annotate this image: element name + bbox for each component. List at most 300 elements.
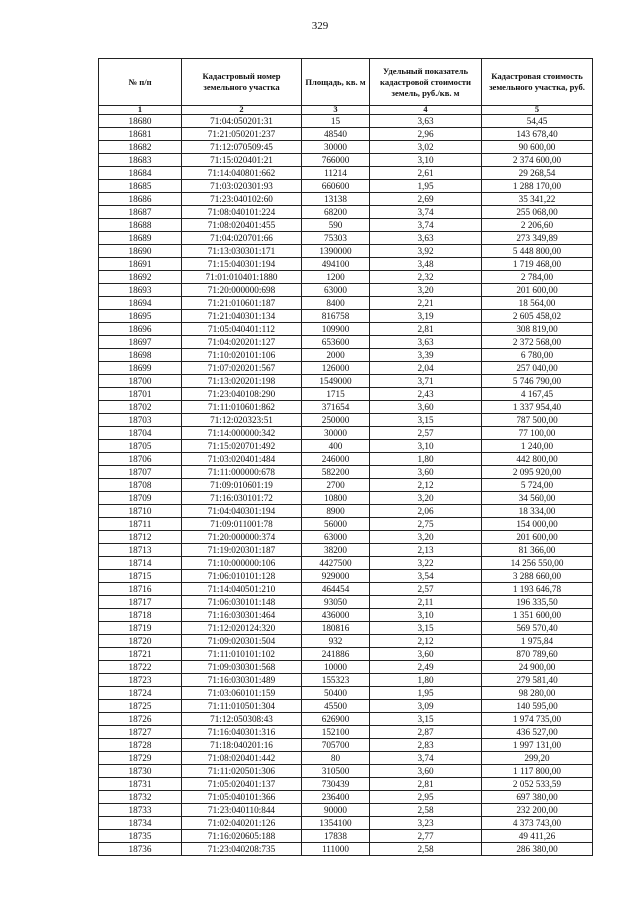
cadastral-number-cell: 71:08:020401:455 — [182, 219, 302, 232]
specific-value-cell: 3,71 — [370, 375, 482, 388]
header-cadastral-number: Кадастровый номер земельного участка — [182, 59, 302, 106]
cadastral-number-cell: 71:03:060101:159 — [182, 687, 302, 700]
cadastral-number-cell: 71:04:040301:194 — [182, 505, 302, 518]
cadastral-number-cell: 71:07:020201:567 — [182, 362, 302, 375]
cadastral-value-cell: 273 349,89 — [482, 232, 593, 245]
cadastral-value-cell: 299,20 — [482, 752, 593, 765]
row-number-cell: 18685 — [99, 180, 182, 193]
table-body — [99, 115, 593, 856]
table-row — [99, 557, 593, 570]
specific-value-cell: 2,06 — [370, 505, 482, 518]
table-row — [99, 336, 593, 349]
row-number-cell: 18680 — [99, 115, 182, 128]
specific-value-cell: 2,43 — [370, 388, 482, 401]
cadastral-number-cell: 71:23:040110:844 — [182, 804, 302, 817]
table-row — [99, 466, 593, 479]
specific-value-cell: 3,02 — [370, 141, 482, 154]
specific-value-cell: 3,19 — [370, 310, 482, 323]
table-row — [99, 609, 593, 622]
area-cell: 93050 — [302, 596, 370, 609]
table-row — [99, 154, 593, 167]
area-cell: 929000 — [302, 570, 370, 583]
cadastral-number-cell: 71:11:010101:102 — [182, 648, 302, 661]
table-row — [99, 752, 593, 765]
cadastral-value-cell: 286 380,00 — [482, 843, 593, 856]
row-number-cell: 18736 — [99, 843, 182, 856]
cadastral-number-cell: 71:15:020401:21 — [182, 154, 302, 167]
cadastral-value-cell: 442 800,00 — [482, 453, 593, 466]
row-number-cell: 18722 — [99, 661, 182, 674]
area-cell: 155323 — [302, 674, 370, 687]
cadastral-number-cell: 71:15:040301:194 — [182, 258, 302, 271]
table-row — [99, 440, 593, 453]
row-number-cell: 18712 — [99, 531, 182, 544]
row-number-cell: 18713 — [99, 544, 182, 557]
specific-value-cell: 3,15 — [370, 414, 482, 427]
table-row — [99, 362, 593, 375]
cadastral-value-cell: 90 600,00 — [482, 141, 593, 154]
specific-value-cell: 2,95 — [370, 791, 482, 804]
area-cell: 63000 — [302, 284, 370, 297]
cadastral-value-cell: 232 200,00 — [482, 804, 593, 817]
row-number-cell: 18715 — [99, 570, 182, 583]
row-number-cell: 18693 — [99, 284, 182, 297]
cadastral-number-cell: 71:11:010601:862 — [182, 401, 302, 414]
cadastral-value-cell: 5 724,00 — [482, 479, 593, 492]
area-cell: 582200 — [302, 466, 370, 479]
header-cadastral-value: Кадастровая стоимость земельного участка, руб. — [482, 59, 593, 106]
area-cell: 464454 — [302, 583, 370, 596]
area-cell: 111000 — [302, 843, 370, 856]
table-row — [99, 349, 593, 362]
area-cell: 45500 — [302, 700, 370, 713]
cadastral-number-cell: 71:20:000000:698 — [182, 284, 302, 297]
cadastral-value-cell: 143 678,40 — [482, 128, 593, 141]
area-cell: 310500 — [302, 765, 370, 778]
area-cell: 932 — [302, 635, 370, 648]
specific-value-cell: 3,15 — [370, 622, 482, 635]
row-number-cell: 18728 — [99, 739, 182, 752]
area-cell: 10000 — [302, 661, 370, 674]
specific-value-cell: 2,57 — [370, 583, 482, 596]
header-area: Площадь, кв. м — [302, 59, 370, 106]
table-row — [99, 401, 593, 414]
specific-value-cell: 3,10 — [370, 154, 482, 167]
specific-value-cell: 1,80 — [370, 674, 482, 687]
row-number-cell: 18730 — [99, 765, 182, 778]
cadastral-value-cell: 5 448 800,00 — [482, 245, 593, 258]
table-row — [99, 206, 593, 219]
cadastral-value-cell: 2 605 458,02 — [482, 310, 593, 323]
table-row — [99, 115, 593, 128]
cadastral-value-cell: 1 337 954,40 — [482, 401, 593, 414]
table-row — [99, 284, 593, 297]
area-cell: 766000 — [302, 154, 370, 167]
cadastral-number-cell: 71:04:050201:31 — [182, 115, 302, 128]
cadastral-value-cell: 4 167,45 — [482, 388, 593, 401]
cadastral-number-cell: 71:20:000000:374 — [182, 531, 302, 544]
cadastral-number-cell: 71:10:020101:106 — [182, 349, 302, 362]
table-row — [99, 258, 593, 271]
row-number-cell: 18708 — [99, 479, 182, 492]
cadastral-number-cell: 71:16:030301:489 — [182, 674, 302, 687]
cadastral-value-cell: 18 564,00 — [482, 297, 593, 310]
specific-value-cell: 2,81 — [370, 323, 482, 336]
specific-value-cell: 3,20 — [370, 492, 482, 505]
specific-value-cell: 2,61 — [370, 167, 482, 180]
row-number-cell: 18687 — [99, 206, 182, 219]
table-row — [99, 661, 593, 674]
cadastral-value-cell: 569 570,40 — [482, 622, 593, 635]
table-row — [99, 791, 593, 804]
cadastral-number-cell: 71:04:020201:127 — [182, 336, 302, 349]
row-number-cell: 18698 — [99, 349, 182, 362]
row-number-cell: 18706 — [99, 453, 182, 466]
cadastral-number-cell: 71:19:020301:187 — [182, 544, 302, 557]
cadastral-number-cell: 71:12:050308:43 — [182, 713, 302, 726]
cadastral-value-cell: 436 527,00 — [482, 726, 593, 739]
cadastral-value-cell: 2 372 568,00 — [482, 336, 593, 349]
area-cell: 241886 — [302, 648, 370, 661]
row-number-cell: 18702 — [99, 401, 182, 414]
specific-value-cell: 3,74 — [370, 206, 482, 219]
specific-value-cell: 2,21 — [370, 297, 482, 310]
area-cell: 38200 — [302, 544, 370, 557]
specific-value-cell: 2,77 — [370, 830, 482, 843]
table-row — [99, 375, 593, 388]
cadastral-number-cell: 71:11:000000:678 — [182, 466, 302, 479]
area-cell: 1549000 — [302, 375, 370, 388]
table-row — [99, 167, 593, 180]
table-row — [99, 531, 593, 544]
specific-value-cell: 2,12 — [370, 635, 482, 648]
area-cell: 17838 — [302, 830, 370, 843]
area-cell: 10800 — [302, 492, 370, 505]
table-row — [99, 453, 593, 466]
specific-value-cell: 2,96 — [370, 128, 482, 141]
table-row — [99, 583, 593, 596]
cadastral-number-cell: 71:03:020401:484 — [182, 453, 302, 466]
cadastral-number-cell: 71:16:040301:316 — [182, 726, 302, 739]
cadastral-value-cell: 77 100,00 — [482, 427, 593, 440]
cadastral-value-cell: 2 374 600,00 — [482, 154, 593, 167]
cadastral-value-cell: 2 095 920,00 — [482, 466, 593, 479]
cadastral-number-cell: 71:09:011001:78 — [182, 518, 302, 531]
specific-value-cell: 3,23 — [370, 817, 482, 830]
area-cell: 13138 — [302, 193, 370, 206]
cadastral-number-cell: 71:16:030301:464 — [182, 609, 302, 622]
row-number-cell: 18683 — [99, 154, 182, 167]
cadastral-number-cell: 71:18:040201:16 — [182, 739, 302, 752]
area-cell: 68200 — [302, 206, 370, 219]
area-cell: 2000 — [302, 349, 370, 362]
row-number-cell: 18686 — [99, 193, 182, 206]
cadastral-number-cell: 71:21:040301:134 — [182, 310, 302, 323]
specific-value-cell: 3,60 — [370, 401, 482, 414]
specific-value-cell: 2,13 — [370, 544, 482, 557]
specific-value-cell: 2,32 — [370, 271, 482, 284]
cadastral-value-cell: 4 373 743,00 — [482, 817, 593, 830]
area-cell: 1354100 — [302, 817, 370, 830]
table-row — [99, 414, 593, 427]
table-row — [99, 700, 593, 713]
table-row — [99, 804, 593, 817]
area-cell: 250000 — [302, 414, 370, 427]
cadastral-number-cell: 71:10:000000:106 — [182, 557, 302, 570]
cadastral-number-cell: 71:14:040801:662 — [182, 167, 302, 180]
table-row — [99, 388, 593, 401]
area-cell: 371654 — [302, 401, 370, 414]
cadastral-number-cell: 71:05:040101:366 — [182, 791, 302, 804]
row-number-cell: 18718 — [99, 609, 182, 622]
cadastral-value-cell: 308 819,00 — [482, 323, 593, 336]
specific-value-cell: 2,04 — [370, 362, 482, 375]
cadastral-value-cell: 5 746 790,00 — [482, 375, 593, 388]
cadastral-value-cell: 257 040,00 — [482, 362, 593, 375]
cadastral-number-cell: 71:11:020501:306 — [182, 765, 302, 778]
row-number-cell: 18691 — [99, 258, 182, 271]
table-row — [99, 479, 593, 492]
row-number-cell: 18734 — [99, 817, 182, 830]
specific-value-cell: 3,39 — [370, 349, 482, 362]
column-index: 5 — [482, 106, 593, 115]
area-cell: 15 — [302, 115, 370, 128]
row-number-cell: 18714 — [99, 557, 182, 570]
specific-value-cell: 2,87 — [370, 726, 482, 739]
table-row — [99, 219, 593, 232]
specific-value-cell: 3,20 — [370, 531, 482, 544]
table-row — [99, 739, 593, 752]
header-row — [99, 59, 593, 106]
column-index-row — [99, 106, 593, 115]
table-row — [99, 323, 593, 336]
table-row — [99, 544, 593, 557]
area-cell: 1200 — [302, 271, 370, 284]
cadastral-number-cell: 71:12:020323:51 — [182, 414, 302, 427]
area-cell: 75303 — [302, 232, 370, 245]
row-number-cell: 18692 — [99, 271, 182, 284]
cadastral-number-cell: 71:09:030301:568 — [182, 661, 302, 674]
table-row — [99, 674, 593, 687]
area-cell: 436000 — [302, 609, 370, 622]
specific-value-cell: 2,49 — [370, 661, 482, 674]
specific-value-cell: 2,58 — [370, 804, 482, 817]
cadastral-value-cell: 98 280,00 — [482, 687, 593, 700]
cadastral-value-cell: 14 256 550,00 — [482, 557, 593, 570]
area-cell: 80 — [302, 752, 370, 765]
area-cell: 653600 — [302, 336, 370, 349]
table-row — [99, 180, 593, 193]
row-number-cell: 18694 — [99, 297, 182, 310]
cadastral-number-cell: 71:04:020701:66 — [182, 232, 302, 245]
cadastral-number-cell: 71:08:040101:224 — [182, 206, 302, 219]
table-row — [99, 427, 593, 440]
specific-value-cell: 2,11 — [370, 596, 482, 609]
cadastral-number-cell: 71:16:030101:72 — [182, 492, 302, 505]
row-number-cell: 18726 — [99, 713, 182, 726]
cadastral-value-cell: 870 789,60 — [482, 648, 593, 661]
specific-value-cell: 3,92 — [370, 245, 482, 258]
cadastral-value-cell: 1 974 735,00 — [482, 713, 593, 726]
table-row — [99, 505, 593, 518]
area-cell: 11214 — [302, 167, 370, 180]
cadastral-value-cell: 787 500,00 — [482, 414, 593, 427]
specific-value-cell: 2,57 — [370, 427, 482, 440]
row-number-cell: 18720 — [99, 635, 182, 648]
row-number-cell: 18703 — [99, 414, 182, 427]
table-row — [99, 596, 593, 609]
cadastral-number-cell: 71:09:020301:504 — [182, 635, 302, 648]
table-row — [99, 271, 593, 284]
row-number-cell: 18689 — [99, 232, 182, 245]
cadastral-value-cell: 24 900,00 — [482, 661, 593, 674]
row-number-cell: 18697 — [99, 336, 182, 349]
table-row — [99, 765, 593, 778]
cadastral-number-cell: 71:23:040108:290 — [182, 388, 302, 401]
header-specific-value: Удельный показатель кадастровой стоимости земель, руб./кв. м — [370, 59, 482, 106]
row-number-cell: 18711 — [99, 518, 182, 531]
header-number: № п/п — [99, 59, 182, 106]
area-cell: 590 — [302, 219, 370, 232]
row-number-cell: 18731 — [99, 778, 182, 791]
cadastral-value-cell: 3 288 660,00 — [482, 570, 593, 583]
cadastral-number-cell: 71:21:010601:187 — [182, 297, 302, 310]
cadastral-number-cell: 71:02:040201:126 — [182, 817, 302, 830]
specific-value-cell: 1,80 — [370, 453, 482, 466]
row-number-cell: 18717 — [99, 596, 182, 609]
row-number-cell: 18735 — [99, 830, 182, 843]
cadastral-value-cell: 201 600,00 — [482, 531, 593, 544]
table-row — [99, 843, 593, 856]
area-cell: 705700 — [302, 739, 370, 752]
table-row — [99, 687, 593, 700]
cadastral-value-cell: 1 351 600,00 — [482, 609, 593, 622]
cadastral-value-cell: 29 268,54 — [482, 167, 593, 180]
row-number-cell: 18716 — [99, 583, 182, 596]
page-number: 329 — [311, 20, 329, 32]
specific-value-cell: 3,20 — [370, 284, 482, 297]
cadastral-table — [98, 58, 593, 856]
cadastral-number-cell: 71:23:040208:735 — [182, 843, 302, 856]
row-number-cell: 18729 — [99, 752, 182, 765]
row-number-cell: 18732 — [99, 791, 182, 804]
area-cell: 180816 — [302, 622, 370, 635]
specific-value-cell: 2,69 — [370, 193, 482, 206]
row-number-cell: 18681 — [99, 128, 182, 141]
specific-value-cell: 3,10 — [370, 440, 482, 453]
table-row — [99, 726, 593, 739]
specific-value-cell: 3,48 — [370, 258, 482, 271]
table-row — [99, 232, 593, 245]
specific-value-cell: 1,95 — [370, 687, 482, 700]
specific-value-cell: 3,63 — [370, 232, 482, 245]
table-row — [99, 570, 593, 583]
table-row — [99, 128, 593, 141]
cadastral-value-cell: 1 193 646,78 — [482, 583, 593, 596]
table-row — [99, 310, 593, 323]
specific-value-cell: 3,22 — [370, 557, 482, 570]
area-cell: 30000 — [302, 427, 370, 440]
specific-value-cell: 3,63 — [370, 336, 482, 349]
cadastral-value-cell: 1 288 170,00 — [482, 180, 593, 193]
cadastral-value-cell: 18 334,00 — [482, 505, 593, 518]
cadastral-value-cell: 1 117 800,00 — [482, 765, 593, 778]
specific-value-cell: 2,58 — [370, 843, 482, 856]
cadastral-number-cell: 71:03:020301:93 — [182, 180, 302, 193]
specific-value-cell: 3,15 — [370, 713, 482, 726]
area-cell: 109900 — [302, 323, 370, 336]
cadastral-number-cell: 71:08:020401:442 — [182, 752, 302, 765]
cadastral-value-cell: 697 380,00 — [482, 791, 593, 804]
cadastral-value-cell: 34 560,00 — [482, 492, 593, 505]
cadastral-value-cell: 35 341,22 — [482, 193, 593, 206]
area-cell: 816758 — [302, 310, 370, 323]
area-cell: 48540 — [302, 128, 370, 141]
row-number-cell: 18705 — [99, 440, 182, 453]
table-row — [99, 817, 593, 830]
cadastral-value-cell: 1 719 468,00 — [482, 258, 593, 271]
area-cell: 494100 — [302, 258, 370, 271]
row-number-cell: 18733 — [99, 804, 182, 817]
area-cell: 56000 — [302, 518, 370, 531]
column-index: 1 — [99, 106, 182, 115]
cadastral-number-cell: 71:13:030301:171 — [182, 245, 302, 258]
column-index: 2 — [182, 106, 302, 115]
table-row — [99, 518, 593, 531]
cadastral-value-cell: 1 240,00 — [482, 440, 593, 453]
area-cell: 63000 — [302, 531, 370, 544]
cadastral-value-cell: 196 335,50 — [482, 596, 593, 609]
specific-value-cell: 3,60 — [370, 648, 482, 661]
cadastral-value-cell: 2 052 533,59 — [482, 778, 593, 791]
cadastral-value-cell: 2 206,60 — [482, 219, 593, 232]
cadastral-number-cell: 71:13:020201:198 — [182, 375, 302, 388]
table-row — [99, 713, 593, 726]
specific-value-cell: 2,12 — [370, 479, 482, 492]
row-number-cell: 18710 — [99, 505, 182, 518]
cadastral-number-cell: 71:05:020401:137 — [182, 778, 302, 791]
cadastral-value-cell: 49 411,26 — [482, 830, 593, 843]
specific-value-cell: 3,74 — [370, 752, 482, 765]
specific-value-cell: 3,60 — [370, 765, 482, 778]
row-number-cell: 18696 — [99, 323, 182, 336]
cadastral-value-cell: 255 068,00 — [482, 206, 593, 219]
area-cell: 730439 — [302, 778, 370, 791]
row-number-cell: 18700 — [99, 375, 182, 388]
specific-value-cell: 2,75 — [370, 518, 482, 531]
row-number-cell: 18719 — [99, 622, 182, 635]
cadastral-value-cell: 2 784,00 — [482, 271, 593, 284]
cadastral-number-cell: 71:23:040102:60 — [182, 193, 302, 206]
area-cell: 8900 — [302, 505, 370, 518]
table-row — [99, 830, 593, 843]
cadastral-number-cell: 71:11:010501:304 — [182, 700, 302, 713]
cadastral-number-cell: 71:12:070509:45 — [182, 141, 302, 154]
row-number-cell: 18721 — [99, 648, 182, 661]
row-number-cell: 18704 — [99, 427, 182, 440]
area-cell: 1715 — [302, 388, 370, 401]
cadastral-value-cell: 140 595,00 — [482, 700, 593, 713]
row-number-cell: 18707 — [99, 466, 182, 479]
row-number-cell: 18709 — [99, 492, 182, 505]
specific-value-cell: 1,95 — [370, 180, 482, 193]
row-number-cell: 18725 — [99, 700, 182, 713]
cadastral-value-cell: 54,45 — [482, 115, 593, 128]
table-row — [99, 245, 593, 258]
cadastral-value-cell: 279 581,40 — [482, 674, 593, 687]
area-cell: 660600 — [302, 180, 370, 193]
cadastral-number-cell: 71:12:020124:320 — [182, 622, 302, 635]
